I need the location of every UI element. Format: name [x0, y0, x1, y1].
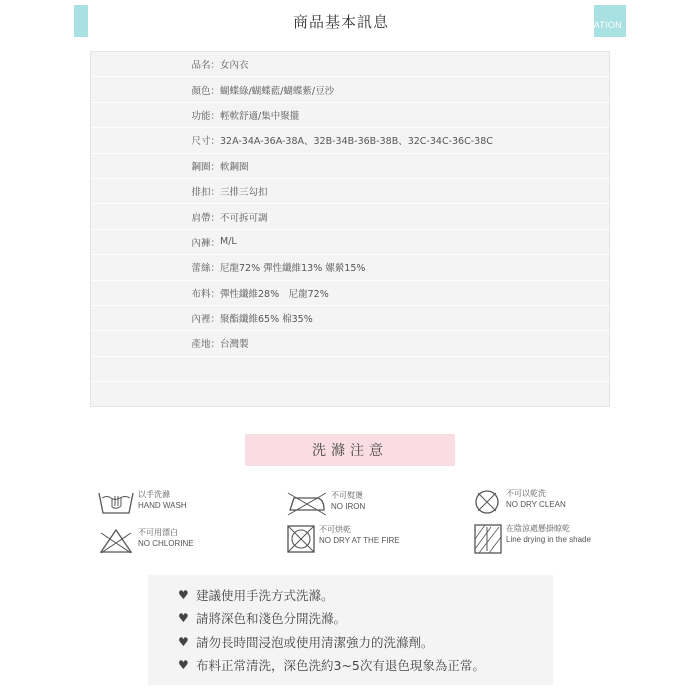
care-item-no-tumble-dry	[286, 524, 400, 554]
spec-value: 不可拆可調	[220, 212, 268, 224]
spec-row	[91, 255, 609, 280]
note-text: 請勿長時間浸泡或使用清潔強力的洗滌劑。	[196, 634, 434, 650]
care-label-en: NO IRON	[331, 502, 366, 511]
spec-value: 蝴蝶綠/蝴蝶藍/蝴蝶紫/豆沙	[220, 85, 335, 97]
heart-icon: ♥	[178, 634, 189, 649]
care-label-en: NO DRY AT THE FIRE	[319, 536, 400, 545]
page-title: 商品基本訊息	[292, 12, 389, 31]
care-label-zh: 不可烘乾	[319, 525, 351, 534]
spec-row	[91, 331, 609, 356]
header-banner	[74, 5, 626, 37]
spec-value: 彈性纖維28% 尼龍72%	[220, 288, 329, 300]
spec-row	[91, 179, 609, 204]
heart-icon: ♥	[178, 658, 189, 673]
care-item-no-chlorine	[97, 527, 194, 555]
spec-label: 品名：	[191, 60, 220, 72]
spec-label: 產地：	[191, 339, 220, 351]
care-notes	[148, 575, 553, 685]
spec-value: 軟鋼圈	[220, 161, 249, 173]
heart-icon: ♥	[178, 611, 189, 626]
spec-label: 功能：	[191, 110, 220, 122]
wash-title: 洗滌注意	[245, 434, 455, 466]
no-chlorine-icon	[97, 527, 135, 555]
line-dry-shade-icon	[473, 523, 503, 555]
list-item	[178, 583, 553, 607]
note-text: 布料正常清洗，深色洗約3~5次有退色現象為正常。	[196, 658, 485, 674]
spec-value: 台灣製	[220, 339, 249, 351]
header-title-box	[88, 5, 594, 37]
spec-label: 蕾絲：	[191, 263, 220, 275]
spec-label: 鋼圈：	[191, 161, 220, 173]
hand-wash-icon	[97, 489, 135, 517]
spec-table	[90, 51, 610, 407]
spec-label: 尺寸：	[191, 136, 220, 148]
spec-value: 尼龍72% 彈性纖維13% 嫘縈15%	[220, 263, 366, 275]
spec-label: 內裡：	[191, 314, 220, 326]
spec-row	[91, 204, 609, 229]
spec-label: 肩帶：	[191, 212, 220, 224]
care-item-no-dry-clean	[473, 488, 566, 516]
spec-row	[91, 154, 609, 179]
spec-label: 排扣：	[191, 187, 220, 199]
spec-row	[91, 128, 609, 153]
spec-label: 布料：	[191, 288, 220, 300]
care-item-hand-wash	[97, 489, 187, 517]
spec-value: 三排三勾扣	[220, 187, 268, 199]
care-label-en: NO CHLORINE	[138, 539, 194, 548]
list-item	[178, 630, 553, 654]
no-iron-icon	[286, 490, 328, 516]
care-label-zh: 不可以乾洗	[506, 489, 546, 498]
care-label-zh: 以手洗滌	[138, 490, 170, 499]
care-label-en: NO DRY CLEAN	[506, 500, 566, 509]
spec-value: 女內衣	[220, 60, 249, 72]
care-label-en: HAND WASH	[138, 501, 187, 510]
note-text: 建議使用手洗方式洗滌。	[196, 587, 334, 603]
spec-row	[91, 382, 609, 407]
care-item-line-dry-shade	[473, 523, 591, 555]
spec-row	[91, 230, 609, 255]
note-text: 請將深色和淺色分開洗滌。	[196, 611, 347, 627]
care-label-en: Line drying in the shade	[506, 535, 591, 544]
page-subtitle: INFORMATION	[556, 20, 622, 30]
spec-row	[91, 306, 609, 331]
spec-row	[91, 357, 609, 382]
spec-label: 顏色：	[191, 85, 220, 97]
care-label-zh: 在陰涼處懸掛晾乾	[506, 524, 570, 533]
spec-value: 輕軟舒適/集中聚攏	[220, 110, 300, 122]
spec-value: 32A-34A-36A-38A、32B-34B-36B-38B、32C-34C-36C-38C	[220, 136, 493, 148]
care-item-no-iron	[286, 490, 365, 516]
spec-row	[91, 77, 609, 102]
spec-label: 內褲：	[191, 237, 220, 249]
no-dry-clean-icon	[473, 488, 503, 516]
no-tumble-dry-icon	[286, 524, 316, 554]
list-item	[178, 654, 553, 678]
care-label-zh: 不可熨燙	[331, 491, 363, 500]
heart-icon: ♥	[178, 587, 189, 602]
care-label-zh: 不可用漂白	[138, 528, 178, 537]
spec-row	[91, 281, 609, 306]
list-item	[178, 607, 553, 631]
spec-value: 聚酯纖維65% 棉35%	[220, 314, 313, 326]
spec-value: M/L	[220, 236, 237, 248]
spec-row	[91, 52, 609, 77]
spec-row	[91, 103, 609, 128]
